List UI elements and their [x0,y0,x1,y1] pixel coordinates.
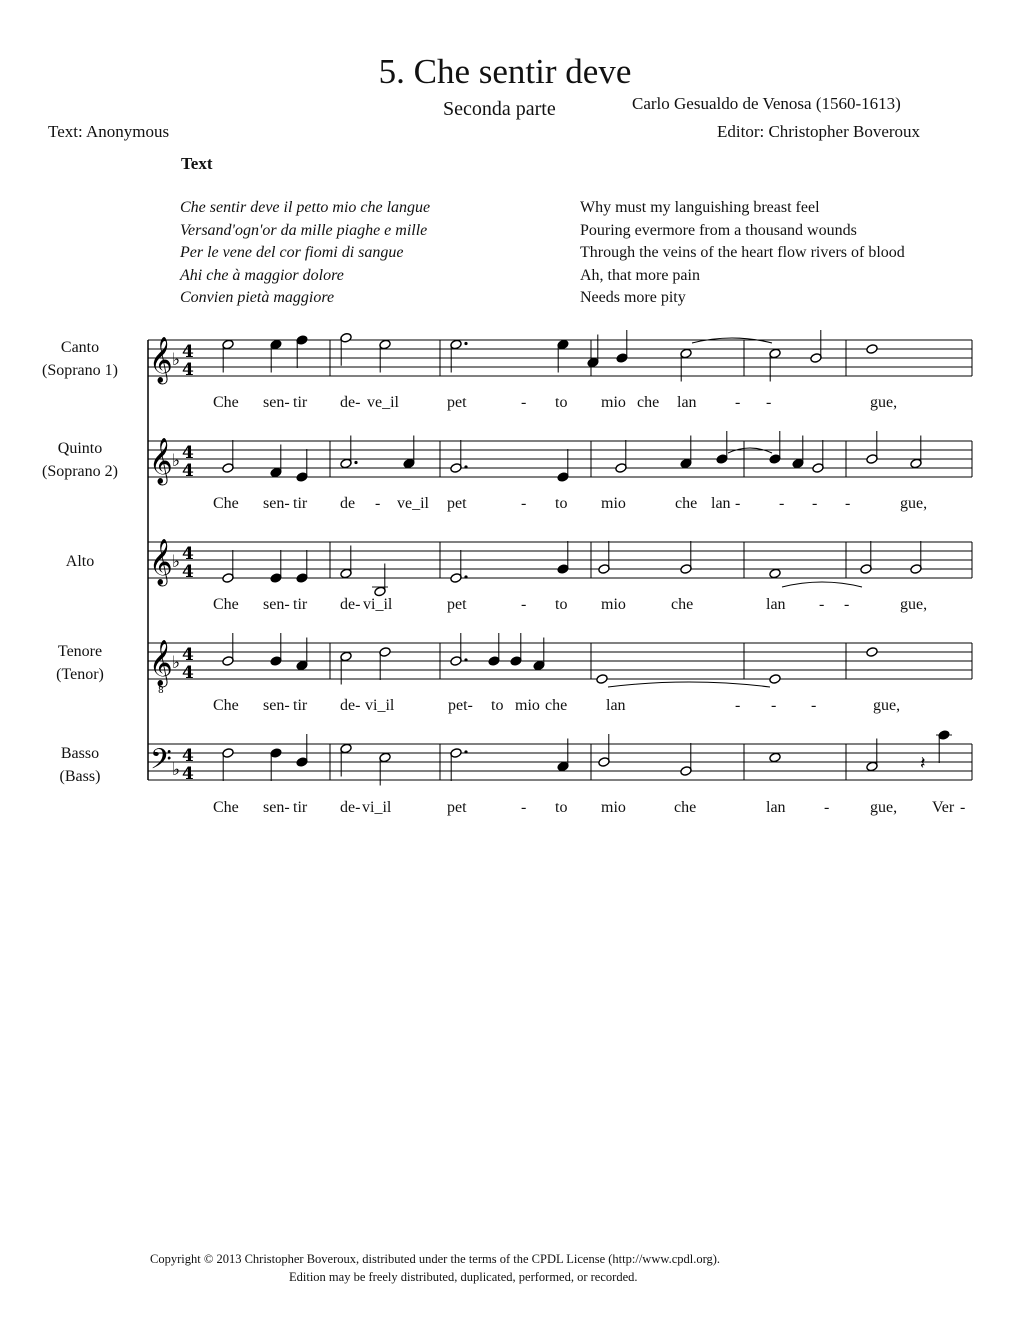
treble-clef-icon: 𝄞 [149,539,173,585]
flat-icon: ♭ [172,350,181,370]
lyric-syllable: - [521,596,527,613]
italian-line: Che sentir deve il petto mio che langue [180,199,431,216]
lyric-syllable: - [521,799,527,816]
lyric-syllable: to [555,394,568,411]
lyric-syllable: lan [606,697,626,714]
italian-line: Versand'ogn'or da mille piaghe e mille [180,222,428,239]
lyric-syllable: tir [293,799,308,816]
note-dot [464,750,467,753]
time-signature: 4 [182,562,194,582]
lyric-syllable: che [637,394,660,411]
lyric-syllable: lan [766,799,786,816]
italian-line: Convien pietà maggiore [180,289,335,306]
lyric-syllable: sen- [263,596,290,613]
lyric-syllable: gue, [873,697,901,714]
time-signature: 4 [182,360,194,380]
lyric-syllable: sen- [263,495,290,512]
lyric-syllable: tir [293,495,308,512]
lyric-syllable: - [819,596,825,613]
lyric-syllable: mio [601,495,626,512]
note-dot [354,461,357,464]
time-signature: 4 [182,544,194,564]
voice-name-line: Basso [60,745,100,762]
lyric-syllable: tir [293,596,308,613]
italian-line: Per le vene del cor fiomi di sangue [180,244,404,261]
lyric-syllable: pet [447,596,467,613]
quarter-rest-icon: 𝄽 [920,753,926,774]
lyric-syllable: to [555,495,568,512]
lyric-syllable: mio [515,697,540,714]
time-signature: 4 [182,342,194,362]
tie-curve [692,338,772,343]
composer: Carlo Gesualdo de Venosa (1560-1613) [632,94,901,113]
lyric-syllable: to [555,596,568,613]
lyric-syllable: lan [677,394,697,411]
time-signature: 4 [182,645,194,665]
lyric-syllable: Ver [932,799,955,816]
note-head [596,674,608,685]
lyric-syllable: lan [711,495,731,512]
lyric-syllable: vi_il [363,596,393,613]
lyric-syllable: sen- [263,799,290,816]
lyric-syllable: - [771,697,777,714]
lyric-syllable: che [671,596,694,613]
time-signature: 4 [182,663,194,683]
lyric-syllable: gue, [900,596,928,613]
time-signature: 4 [182,764,194,784]
page-title: 5. Che sentir deve [378,52,632,91]
tie-curve [608,682,770,687]
lyric-syllable: de [340,495,356,512]
lyric-syllable: che [674,799,697,816]
lyric-syllable: Che [213,596,239,613]
lyric-syllable: Che [213,495,239,512]
time-signature: 4 [182,443,194,463]
note-head [866,647,878,658]
time-signature: 4 [182,746,194,766]
lyric-syllable: Che [213,697,239,714]
lyric-syllable: - [960,799,966,816]
voice-name-line: Quinto [57,440,103,457]
treble-clef-icon: 𝄞 [149,640,173,686]
lyric-syllable: gue, [870,799,898,816]
time-signature: 4 [182,461,194,481]
lyric-syllable: vi_il [365,697,395,714]
voice-name-line: (Bass) [59,768,101,785]
lyric-syllable: ve_il [397,495,429,512]
voice-name-line: (Soprano 1) [42,362,118,379]
flat-icon: ♭ [172,653,181,673]
lyric-syllable: de- [340,394,361,411]
lyric-syllable: ve_il [367,394,399,411]
lyric-syllable: che [545,697,568,714]
treble-clef-icon: 𝄞 [149,438,173,484]
lyric-syllable: de- [340,697,361,714]
flat-icon: ♭ [172,552,181,572]
lyric-syllable: sen- [263,697,290,714]
octave-mark: 8 [158,686,164,696]
lyric-syllable: gue, [870,394,898,411]
note-dot [464,465,467,468]
italian-line: Ahi che à maggior dolore [180,267,344,284]
lyric-syllable: - [735,394,741,411]
lyric-syllable: pet- [448,697,473,714]
lyric-syllable: pet [447,495,467,512]
voice-name-line: Tenore [57,643,103,660]
copyright-notice: Copyright © 2013 Christopher Boveroux, distributed under the terms of the CPDL License (http://www.cpdl.org). [150,1252,721,1266]
lyric-syllable: - [811,697,817,714]
rights-notice: Edition may be freely distributed, duplicated, performed, or recorded. [289,1270,638,1284]
flat-icon: ♭ [172,760,181,780]
lyric-syllable: - [812,495,818,512]
lyric-syllable: to [555,799,568,816]
note-head [769,674,781,685]
lyric-syllable: - [735,495,741,512]
lyric-syllable: de- [340,596,361,613]
lyric-syllable: - [844,596,850,613]
lyric-syllable: lan [766,596,786,613]
voice-name-line: (Soprano 2) [42,463,118,480]
note-head [769,752,781,763]
note-head [866,344,878,355]
lyric-syllable: - [824,799,830,816]
lyric-syllable: Che [213,394,239,411]
lyric-syllable: tir [293,394,308,411]
lyric-syllable: Che [213,799,239,816]
voice-name-line: Canto [60,339,100,356]
lyric-syllable: to [491,697,504,714]
note-dot [464,658,467,661]
lyric-syllable: mio [601,799,626,816]
tie-curve [728,448,772,453]
lyric-syllable: sen- [263,394,290,411]
english-line: Ah, that more pain [580,267,700,284]
lyric-syllable: pet [447,799,467,816]
lyric-syllable: de- [340,799,361,816]
english-line: Needs more pity [580,289,686,306]
bass-clef-icon: 𝄢 [150,743,172,783]
lyric-syllable: mio [601,394,626,411]
english-line: Through the veins of the heart flow rivers of blood [580,244,905,261]
note-dot [464,575,467,578]
text-heading: Text [181,154,213,173]
lyric-syllable: - [766,394,772,411]
subtitle: Seconda parte [443,98,556,120]
lyric-syllable: pet [447,394,467,411]
voice-name-line: (Tenor) [56,666,104,683]
lyric-syllable: - [845,495,851,512]
lyric-syllable: mio [601,596,626,613]
english-line: Why must my languishing breast feel [580,199,820,216]
lyric-syllable: - [521,394,527,411]
flat-icon: ♭ [172,451,181,471]
voice-name-line: Alto [65,553,95,570]
note-dot [464,342,467,345]
note-head [769,568,781,579]
tie-curve [782,582,862,587]
english-line: Pouring evermore from a thousand wounds [580,222,857,239]
lyric-syllable: - [375,495,381,512]
treble-clef-icon: 𝄞 [149,337,173,383]
lyric-syllable: vi_il [362,799,392,816]
lyric-syllable: che [675,495,698,512]
lyric-syllable: - [779,495,785,512]
editor: Editor: Christopher Boveroux [717,122,921,141]
lyric-syllable: - [735,697,741,714]
text-author: Text: Anonymous [48,122,170,141]
lyric-syllable: - [521,495,527,512]
lyric-syllable: gue, [900,495,928,512]
lyric-syllable: tir [293,697,308,714]
